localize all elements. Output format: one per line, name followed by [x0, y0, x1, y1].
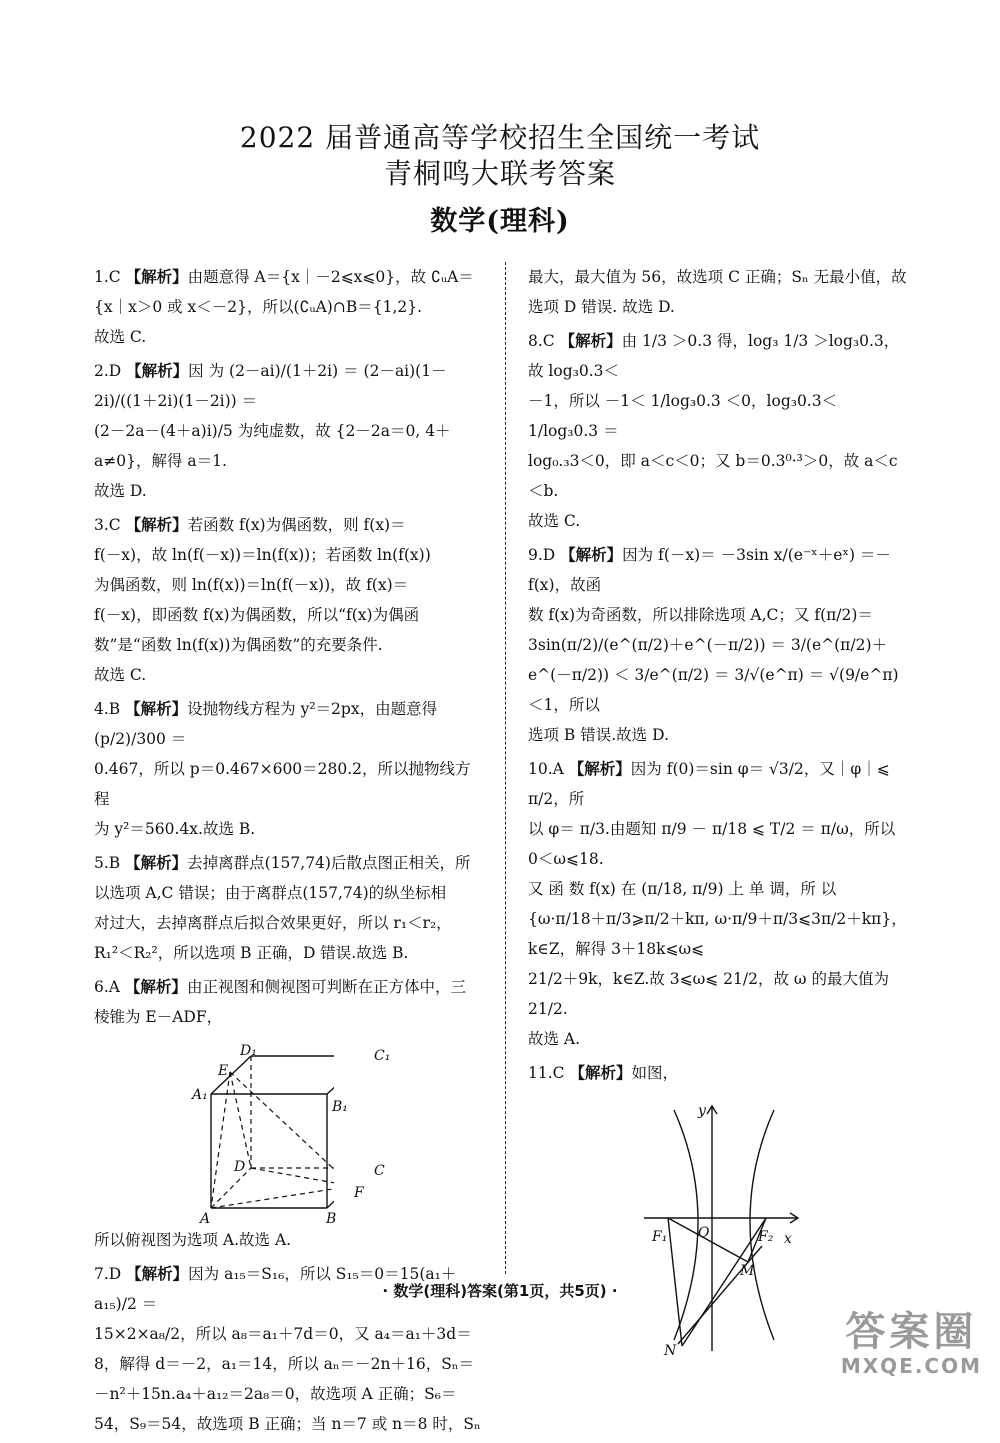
label-B: B	[326, 1211, 337, 1227]
label-O: O	[698, 1225, 710, 1241]
page-footer: · 数学(理科)答案(第1页，共5页) ·	[382, 1282, 618, 1300]
left-column	[94, 262, 482, 1443]
label-y: y	[698, 1103, 706, 1119]
exam-title: 2022 届普通高等学校招生全国统一考试	[239, 121, 761, 154]
column-divider	[505, 262, 506, 1274]
watermark-url: MXQE.COM	[840, 1354, 982, 1378]
watermark-logo	[841, 1310, 982, 1378]
label-D1: D₁	[240, 1043, 257, 1059]
label-A: A	[200, 1211, 211, 1227]
label-D: D	[234, 1159, 246, 1175]
question-6: 6.A 【解析】由正视图和侧视图可判断在正方体中，三 棱锥为 E－ADF，	[94, 978, 466, 1026]
question-1: 1.C 【解析】由题意得 A＝{x｜－2⩽x⩽0}，故 ∁ᵤA＝ {x｜x＞0 或 x＜－2}，所以(∁ᵤA)∩B＝{1,2}. 故选 C.	[94, 268, 474, 346]
question-5: 5.B 【解析】去掉离群点(157,74)后散点图正相关，所 以选项 A,C 错误；由于离群点(157,74)的纵坐标相 对过大，去掉离群点后拟合效果更好，所以 r₁＜r₂， R₁²＜R₂²，所以选项 B 正确，D 错误.故选 B.	[94, 854, 471, 962]
label-N: N	[664, 1343, 677, 1359]
label-C: C	[374, 1163, 385, 1179]
question-9: 9.D 【解析】因为 f(－x)＝ －3sin x/(e⁻ˣ＋eˣ) ＝－f(x)，故函 数 f(x)为奇函数，所以排除选项 A,C；又 f(π/2)＝ 3sin(π/2)/(e^(π/2)＋e^(－π/2)) ＝ 3/(e^(π/2)＋e^(－π/2)) ＜ 3/e^(π/2) ＝ 3/√(e^π) ＝ √(9/e^π) ＜1，所以 选项 B 错误.故选 D.	[528, 546, 899, 744]
label-E: E	[218, 1063, 229, 1079]
question-2: 2.D 【解析】因 为 (2－ai)/(1＋2i) ＝ (2－ai)(1－2i)/((1＋2i)(1－2i)) ＝ (2－2a－(4＋a)i)/5 为纯虚数，故 {2－2a＝0, 4＋a≠0}，解得 a＝1. 故选 D.	[94, 362, 451, 500]
question-4: 4.B 【解析】设抛物线方程为 y²＝2px，由题意得 (p/2)/300 ＝ 0.467，所以 p＝0.467×600＝280.2，所以抛物线方程 为 y²＝560.4x.故选 B.	[94, 700, 471, 838]
question-10: 10.A 【解析】因为 f(0)＝sin φ＝ √3/2，又｜φ｜⩽ π/2，所 以 φ＝ π/3.由题知 π/9 － π/18 ⩽ T/2 ＝ π/ω，所以 0＜ω⩽18. 又 函 数 f(x) 在 (π/18, π/9) 上 单 调，所 以 {ω·π/18＋π/3⩾π/2＋kπ, ω·π/9＋π/3⩽3π/2＋kπ}，k∈Z，解得 3＋18k⩽ω⩽ 21/2＋9k，k∈Z.故 3⩽ω⩽ 21/2，故 ω 的最大值为 21/2. 故选 A.	[528, 760, 907, 1048]
question-8: 8.C 【解析】由 1/3 ＞0.3 得，log₃ 1/3 ＞log₃0.3，故 log₃0.3＜ －1，所以 －1＜ 1/log₃0.3 ＜0，log₃0.3＜ 1/log₃0.3 ＝ log₀.₃3＜0，即 a＜c＜0；又 b＝0.3⁰·³＞0，故 a＜c＜b. 故选 C.	[528, 332, 900, 530]
label-C1: C₁	[374, 1048, 391, 1064]
question-3: 3.C 【解析】若函数 f(x)为偶函数，则 f(x)＝ f(－x)，故 ln(f(－x))＝ln(f(x))；若函数 ln(f(x)) 为偶函数，则 ln(f(x))＝ln(f(－x))，故 f(x)＝ f(－x)，即函数 f(x)为偶函数，所以“f(x)为偶函 数”是“函数 ln(f(x))为偶函数”的充要条件. 故选 C.	[94, 516, 431, 684]
label-B1: B₁	[332, 1099, 348, 1115]
exam-subtitle: 青桐鸣大联考答案	[383, 157, 616, 190]
title-block	[0, 120, 1000, 244]
label-M: M	[740, 1263, 755, 1279]
question-11: 11.C 【解析】如图，	[528, 1064, 678, 1082]
hyperbola-labels	[638, 1096, 808, 1359]
label-A1: A₁	[192, 1087, 208, 1103]
subject-title: 数学(理科)	[430, 206, 570, 237]
label-F1: F₁	[652, 1229, 668, 1245]
question-6-conclusion: 所以俯视图为选项 A.故选 A.	[94, 1231, 292, 1249]
label-x: x	[784, 1231, 792, 1247]
label-F: F	[354, 1185, 364, 1201]
cube-labels	[94, 1036, 391, 1227]
watermark-text: 答案圈	[845, 1309, 978, 1355]
cube-figure	[94, 1036, 482, 1227]
question-7: 7.D 【解析】因为 a₁₅＝S₁₆，所以 S₁₅＝0＝15(a₁＋a₁₅)/2 ＝ 15×2×a₈/2，所以 a₈＝a₁＋7d＝0，又 a₄＝a₁＋3d＝ 8，解得 d＝－2，a₁＝14，所以 aₙ＝－2n＋16，Sₙ＝ －n²＋15n.a₄＋a₁₂＝2a₈＝0，故选项 A 正确；S₆＝ 54，S₉＝54，故选项 B 正确；当 n＝7 或 n＝8 时，Sₙ	[94, 1265, 481, 1433]
label-F2: F₂	[758, 1229, 774, 1245]
right-column	[528, 262, 910, 1360]
question-7-continued: 最大，最大值为 56，故选项 C 正确；Sₙ 无最小值，故 选项 D 错误. 故选 D.	[528, 268, 907, 316]
